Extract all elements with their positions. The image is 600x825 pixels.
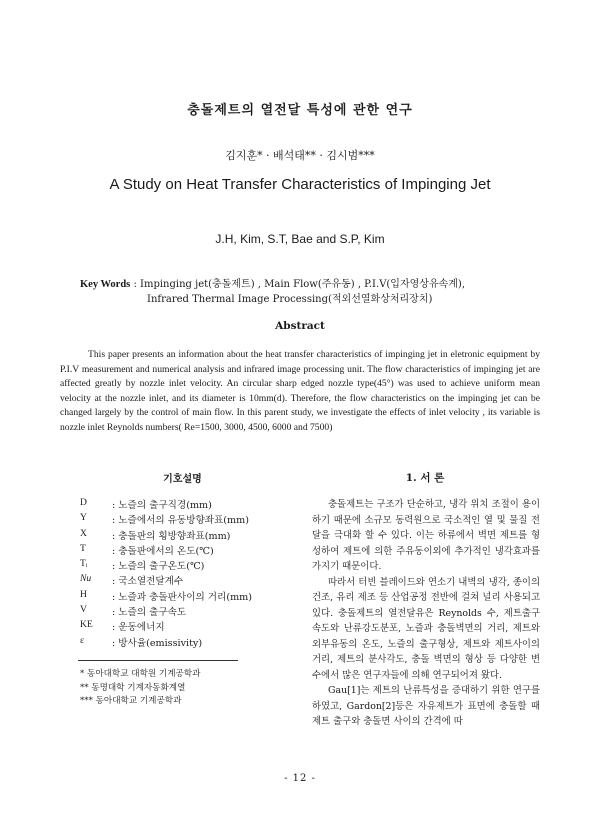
nomenclature-row <box>80 619 310 634</box>
nomenclature-row <box>80 589 310 604</box>
footnotes <box>80 668 300 709</box>
nomenclature-symbol: X <box>80 527 87 539</box>
nomenclature-description: : 노즐에서의 유동방향좌표(mm) <box>112 515 249 527</box>
authors-english: J.H, Kim, S.T, Bae and S.P, Kim <box>215 232 385 246</box>
nomenclature-row <box>80 573 310 588</box>
footnote-affiliation-2: ** 동명대학 기계자동화계열 <box>80 682 186 693</box>
nomenclature-symbol: D <box>80 497 87 508</box>
authors-korean: 김지훈* · 배석태** · 김시범*** <box>225 149 375 162</box>
nomenclature-description: : 국소열전달계수 <box>112 576 184 588</box>
introduction-paragraph: Gau[1]는 제트의 난류특성을 증대하기 위한 연구를 하였고, Gardon[2]등은 자유제트가 표면에 충돌할 때 제트 출구와 충돌면 사이의 간격에 따 <box>312 685 540 727</box>
nomenclature-description: : 노즐의 출구속도 <box>112 607 187 619</box>
nomenclature-description: : 방사율(emissivity) <box>112 637 203 649</box>
nomenclature-row <box>80 497 310 512</box>
nomenclature-row <box>80 543 310 558</box>
keywords-line-1 <box>80 277 550 292</box>
nomenclature-symbol: KE <box>80 619 93 631</box>
keywords-label: Key Words <box>80 279 131 290</box>
introduction-heading: 1. 서 론 <box>405 472 445 484</box>
nomenclature-symbol: V <box>80 604 87 616</box>
introduction-paragraph: 따라서 터빈 블레이드와 연소기 내벽의 냉각, 종이의 건조, 유리 제조 등 산업공정 전반에 걸쳐 널리 사용되고 있다. 충돌제트의 열전달유은 Reynolds 수, 제트출구 속도와 난류강도분포, 노즐과 충돌벽면의 거리, 제트와 외부유동의 온도, 노즐의 출구형상, 제트와 제트사이의 거리, 제트의 분사각도, 충돌 벽면의 형상 등 다양한 변수에서 많은 연구자들에 의해 연구되어져 왔다. <box>312 576 540 681</box>
nomenclature-description: : 운동에너지 <box>112 622 165 634</box>
nomenclature-row <box>80 604 310 619</box>
keywords-block <box>80 277 550 307</box>
nomenclature-description: : 노즐의 출구직경(mm) <box>112 500 212 511</box>
nomenclature-list <box>80 497 310 650</box>
abstract-heading: Abstract <box>275 320 325 332</box>
nomenclature-symbol: H <box>80 588 87 600</box>
footnote-affiliation-3: *** 동아대학교 기계공학과 <box>80 696 182 706</box>
paper-title-korean: 충돌제트의 열전달 특성에 관한 연구 <box>187 103 413 118</box>
page-number: - 12 - <box>284 773 316 784</box>
nomenclature-symbol: Tᵢ <box>80 558 88 570</box>
nomenclature-description: : 충돌판에서의 온도(℃) <box>112 545 214 557</box>
footnote-affiliation-1: * 동아대학교 대학원 기계공학과 <box>80 669 201 679</box>
abstract-body: This paper presents an information about the heat transfer characteristics of impinging jet in eletronic equipment by P.I.V measurement and numerical analysis and infrared image processing unit. The flow characteristics of impinging jet are affected greatly by nozzle inlet velocity. An circular sharp edged nozzle type(45°) was used to achieve uniform mean velocity at the nozzle inlet, and its diameter is 10mm(d). Therefore, the flow characteristics on the impinging jet can be changed largely by the control of main flow. In this parent study, we investigate the effects of inlet velocity , its variable is nozzle inlet Reynolds numbers( Re=1500, 3000, 4500, 6000 and 7500) <box>60 349 540 433</box>
nomenclature-heading: 기호설명 <box>163 474 202 485</box>
nomenclature-row <box>80 512 310 527</box>
nomenclature-symbol: Nu <box>80 573 92 585</box>
nomenclature-row <box>80 635 310 650</box>
nomenclature-row <box>80 558 310 573</box>
nomenclature-symbol: ε <box>80 634 85 646</box>
keywords-list-1: : Impinging jet(충돌제트) , Main Flow(주유동) , P.I.V(입자영상유속계), <box>133 279 466 290</box>
nomenclature-symbol: T <box>80 542 86 554</box>
nomenclature-description: : 노즐의 출구온도(℃) <box>112 561 205 573</box>
nomenclature-row <box>80 528 310 543</box>
footnote-divider <box>78 660 238 661</box>
introduction-paragraph: 충돌제트는 구조가 단순하고, 냉각 위치 조절이 용이하기 때문에 소규모 동력원으로 국소적인 열 및 물질 전달을 극대화 할 수 있다. 이는 하류에서 벽면 제트를 형성하여 제트에 의한 주유동이외에 추가적인 냉각효과를 가지기 때문이다. <box>312 499 540 572</box>
nomenclature-description: : 노즐과 충돌판사이의 거리(mm) <box>112 591 253 603</box>
keywords-line-2: Infrared Thermal Image Processing(적외선열화상처리장치) <box>147 294 433 305</box>
paper-title-english: A Study on Heat Transfer Characteristics of Impinging Jet <box>109 176 491 193</box>
nomenclature-description: : 충돌판의 횡방향좌표(mm) <box>112 530 231 542</box>
nomenclature-symbol: Y <box>80 512 87 524</box>
introduction-body <box>312 497 540 730</box>
